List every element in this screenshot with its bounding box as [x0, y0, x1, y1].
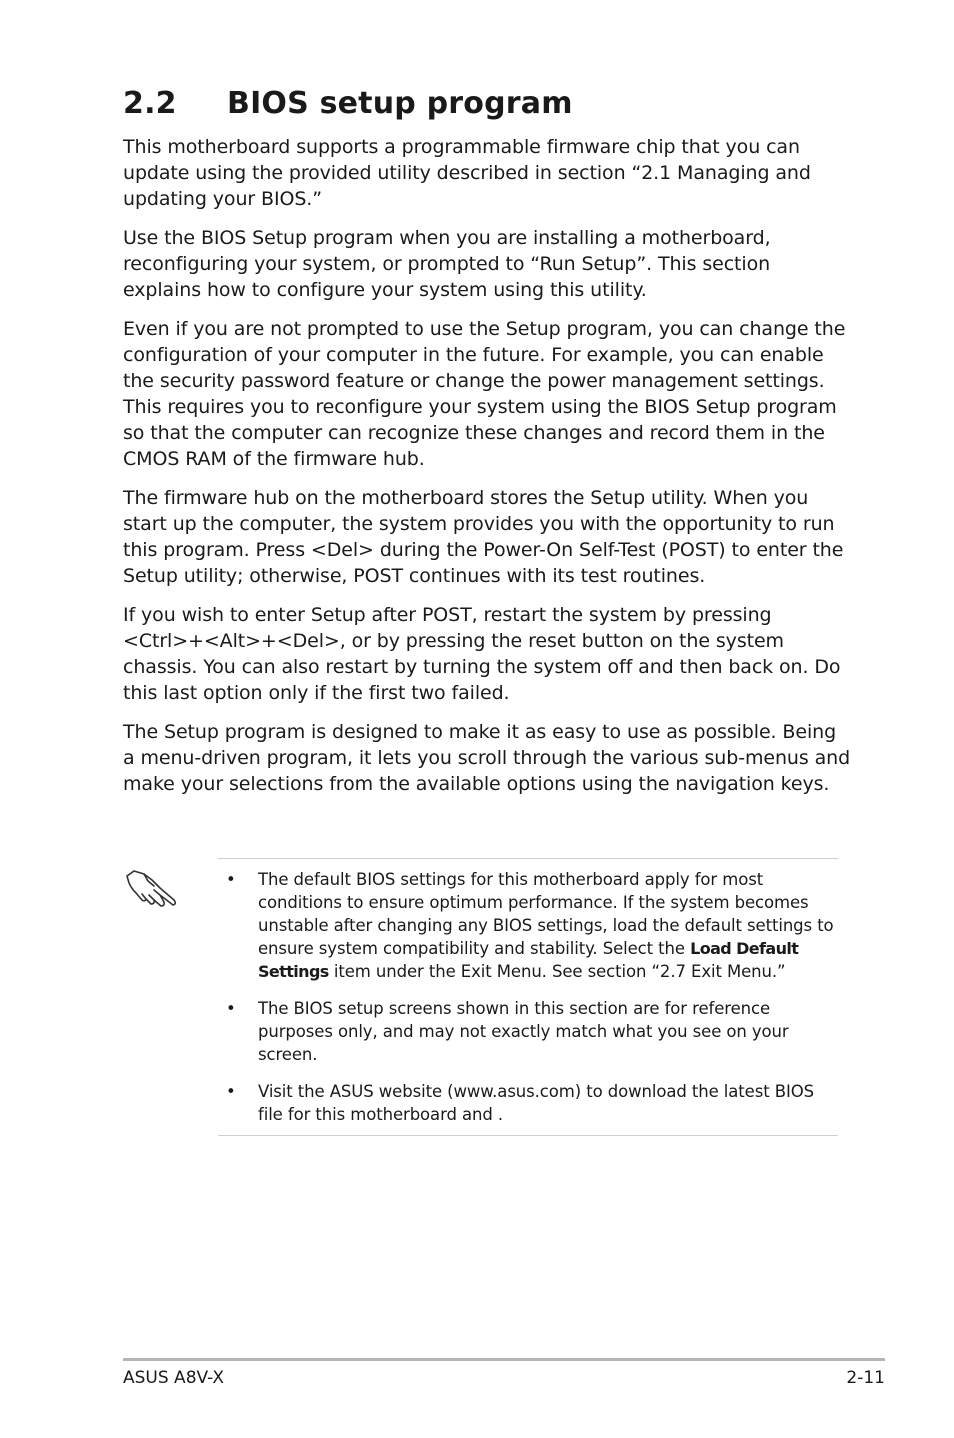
note-list	[218, 868, 838, 1140]
hand-pointer-icon	[124, 864, 180, 912]
load-default-settings-emphasis: Load Default Settings	[258, 939, 799, 981]
paragraph-2: Use the BIOS Setup program when you are installing a motherboard, reconfiguring your system, or prompted to “Run Setup”. This section explains how to configure your system using this utility.	[123, 227, 771, 301]
note-item: • The BIOS setup screens shown in this section are for reference purposes only, and may not exactly match what you see on your screen.	[226, 999, 789, 1064]
paragraph-6: The Setup program is designed to make it as easy to use as possible. Being a menu-driven program, it lets you scroll through the various sub-menus and make your selections from the available options using the navigation keys.	[123, 721, 851, 795]
note-item: • Visit the ASUS website (www.asus.com) to download the latest BIOS file for this motherboard and .	[226, 1082, 814, 1124]
note-box	[218, 858, 838, 1136]
bullet: •	[226, 870, 236, 889]
footer-page-number: 2-11	[846, 1368, 885, 1388]
paragraph-1: This motherboard supports a programmable firmware chip that you can update using the provided utility described in section “2.1 Managing and updating your BIOS.”	[123, 136, 811, 210]
paragraph-3: Even if you are not prompted to use the Setup program, you can change the configuration of your computer in the future. For example, you can enable the security password feature or change the power management settings. This requires you to reconfigure your system using the BIOS Setup program so that the computer can recognize these changes and record them in the CMOS RAM of the firmware hub.	[123, 318, 846, 470]
footer-divider	[123, 1358, 885, 1361]
footer-product: ASUS A8V-X	[123, 1368, 225, 1388]
bullet: •	[226, 999, 236, 1018]
paragraph-4: The firmware hub on the motherboard stores the Setup utility. When you start up the computer, the system provides you with the opportunity to run this program. Press <Del> during the Power-On Self-Test (POST) to enter the Setup utility; otherwise, POST continues with its test routines.	[123, 487, 844, 587]
note-item: • The default BIOS settings for this motherboard apply for most conditions to ensure optimum performance. If the system becomes unstable after changing any BIOS settings, load the default settings to ensure system compatibility and stability. Select the Load Default Settings item under the Exit Menu. See section “2.7 Exit Menu.”	[226, 870, 834, 981]
paragraph-5: If you wish to enter Setup after POST, restart the system by pressing <Ctrl>+<Alt>+<Del>, or by pressing the reset button on the system chassis. You can also restart by turning the system off and then back on. Do this last option only if the first two failed.	[123, 604, 841, 704]
section-heading	[123, 84, 573, 124]
bullet: •	[226, 1082, 236, 1101]
section-title: BIOS setup program	[227, 86, 573, 121]
body-text	[123, 134, 853, 810]
section-number: 2.2	[123, 86, 177, 121]
